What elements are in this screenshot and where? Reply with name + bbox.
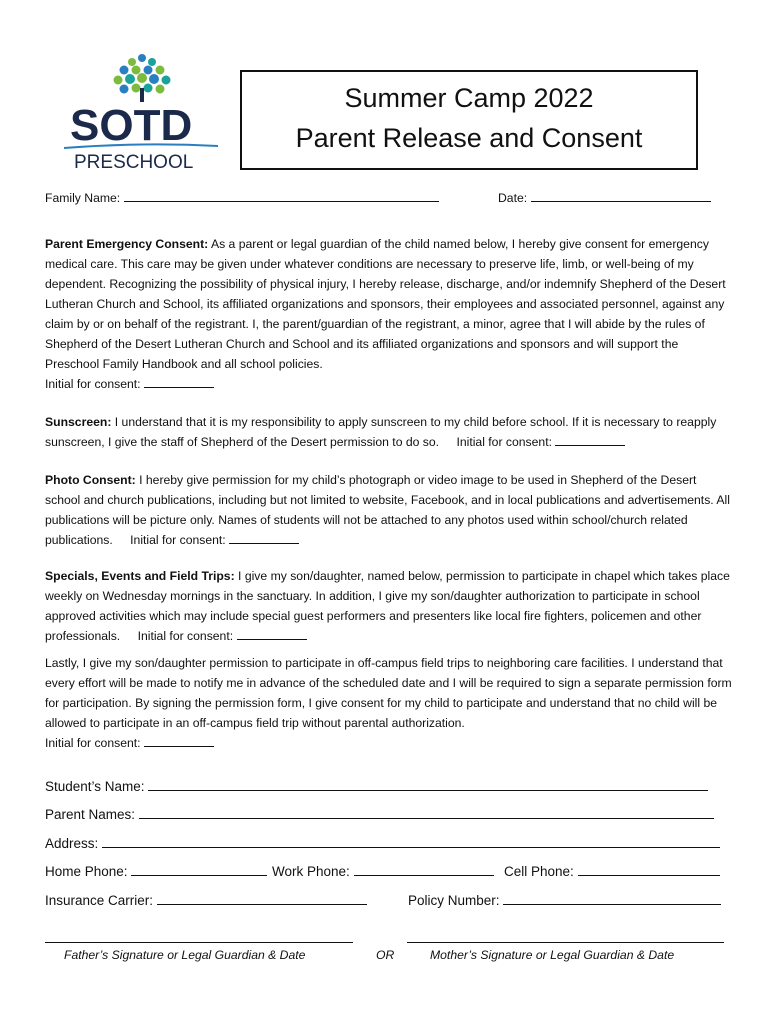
insurance-carrier-row <box>45 891 367 911</box>
policy-number-field[interactable] <box>503 891 721 905</box>
work-phone-label: Work Phone: <box>272 864 350 879</box>
cell-phone-row <box>504 862 720 882</box>
cell-phone-field[interactable] <box>578 862 720 876</box>
family-name-row <box>45 188 439 208</box>
date-row <box>498 188 711 208</box>
home-phone-field[interactable] <box>131 862 267 876</box>
father-signature-line[interactable] <box>45 942 353 943</box>
photo-consent-section <box>45 470 735 550</box>
mother-signature-line[interactable] <box>407 942 724 943</box>
date-label: Date: <box>498 191 528 205</box>
address-row <box>45 834 720 854</box>
tree-logo-icon <box>62 48 222 174</box>
sunscreen-heading: Sunscreen: <box>45 415 112 429</box>
emergency-initial-field[interactable] <box>144 374 214 388</box>
address-label: Address: <box>45 836 99 851</box>
svg-text:PRESCHOOL: PRESCHOOL <box>74 152 194 173</box>
parent-names-label: Parent Names: <box>45 807 136 822</box>
student-name-label: Student’s Name: <box>45 779 145 794</box>
title-box <box>240 70 698 170</box>
cell-phone-label: Cell Phone: <box>504 864 574 879</box>
specials-initial-label: Initial for consent: <box>137 629 234 643</box>
home-phone-label: Home Phone: <box>45 864 128 879</box>
insurance-carrier-label: Insurance Carrier: <box>45 893 154 908</box>
insurance-carrier-field[interactable] <box>157 891 367 905</box>
or-separator: OR <box>376 948 395 962</box>
field-trips-section <box>45 653 735 753</box>
sunscreen-section <box>45 412 735 452</box>
emergency-initial-label: Initial for consent: <box>45 377 141 391</box>
date-field[interactable] <box>531 188 711 202</box>
parent-names-row <box>45 805 714 825</box>
photo-body: I hereby give permission for my child’s photograph or video image to be used in Shepherd of the Desert school and church publications, including but not limited to website, Facebook, and in local publications and advertisements. All publications will be picture only. Names of students will not be attached to any photos used within school/church related publications. <box>45 473 730 547</box>
specials-initial-field[interactable] <box>237 626 307 640</box>
parent-names-field[interactable] <box>139 805 714 819</box>
family-name-field[interactable] <box>124 188 439 202</box>
photo-initial-field[interactable] <box>229 530 299 544</box>
student-name-row <box>45 777 708 797</box>
work-phone-field[interactable] <box>354 862 494 876</box>
specials-section <box>45 566 735 646</box>
field-trips-initial-label: Initial for consent: <box>45 736 141 750</box>
home-phone-row <box>45 862 267 882</box>
father-signature-caption: Father’s Signature or Legal Guardian & Date <box>64 948 306 962</box>
field-trips-body: Lastly, I give my son/daughter permission to participate in off-campus field trips to neighboring care facilities. I understand that every effort will be made to notify me in advance of the scheduled date and I will be required to sign a separate permission form for participation. By signing the permission form, I give consent for my child to participate and understand that no child will be allowed to participate in an off-campus field trip without parental authorization. <box>45 656 732 730</box>
sunscreen-initial-field[interactable] <box>555 432 625 446</box>
photo-initial-label: Initial for consent: <box>130 533 226 547</box>
policy-number-label: Policy Number: <box>408 893 500 908</box>
sunscreen-initial-label: Initial for consent: <box>456 435 552 449</box>
emergency-heading: Parent Emergency Consent: <box>45 237 209 251</box>
sunscreen-body: I understand that it is my responsibility to apply sunscreen to my child before school. If it is necessary to reapply sunscreen, I give the staff of Shepherd of the Desert permission to do so. <box>45 415 717 449</box>
field-trips-initial-field[interactable] <box>144 733 214 747</box>
family-name-label: Family Name: <box>45 191 121 205</box>
svg-text:SOTD: SOTD <box>70 101 193 150</box>
specials-body: I give my son/daughter, named below, permission to participate in chapel which takes place weekly on Wednesday mornings in the sanctuary. In addition, I give my son/daughter authorization to participate in school approved activities which may include special guest performers and presenters like local fire fighters, policemen and other professionals. <box>45 569 730 643</box>
policy-number-row <box>408 891 721 911</box>
photo-heading: Photo Consent: <box>45 473 136 487</box>
sotd-preschool-logo <box>62 48 222 174</box>
form-title: Summer Camp 2022 <box>344 83 594 113</box>
work-phone-row <box>272 862 494 882</box>
address-field[interactable] <box>102 834 720 848</box>
student-name-field[interactable] <box>148 777 708 791</box>
specials-heading: Specials, Events and Field Trips: <box>45 569 235 583</box>
emergency-consent-section <box>45 234 735 394</box>
form-subtitle: Parent Release and Consent <box>295 123 643 153</box>
emergency-body: As a parent or legal guardian of the child named below, I hereby give consent for emergency medical care. This care may be given under whatever conditions are necessary to preserve life, limb, or well-being of my dependent. Recognizing the possibility of physical injury, I hereby release, discharge, and/or indemnify Shepherd of the Desert Lutheran Church and School, its affiliated organizations and sponsors, their employees and associated personnel, against any claim by or on behalf of the registrant. I, the parent/guardian of the registrant, a minor, agree that I will abide by the rules of Shepherd of the Desert Lutheran Church and School and its affiliated organizations and sponsors and will support the Preschool Family Handbook and all school policies. <box>45 237 726 371</box>
mother-signature-caption: Mother’s Signature or Legal Guardian & Date <box>430 948 675 962</box>
